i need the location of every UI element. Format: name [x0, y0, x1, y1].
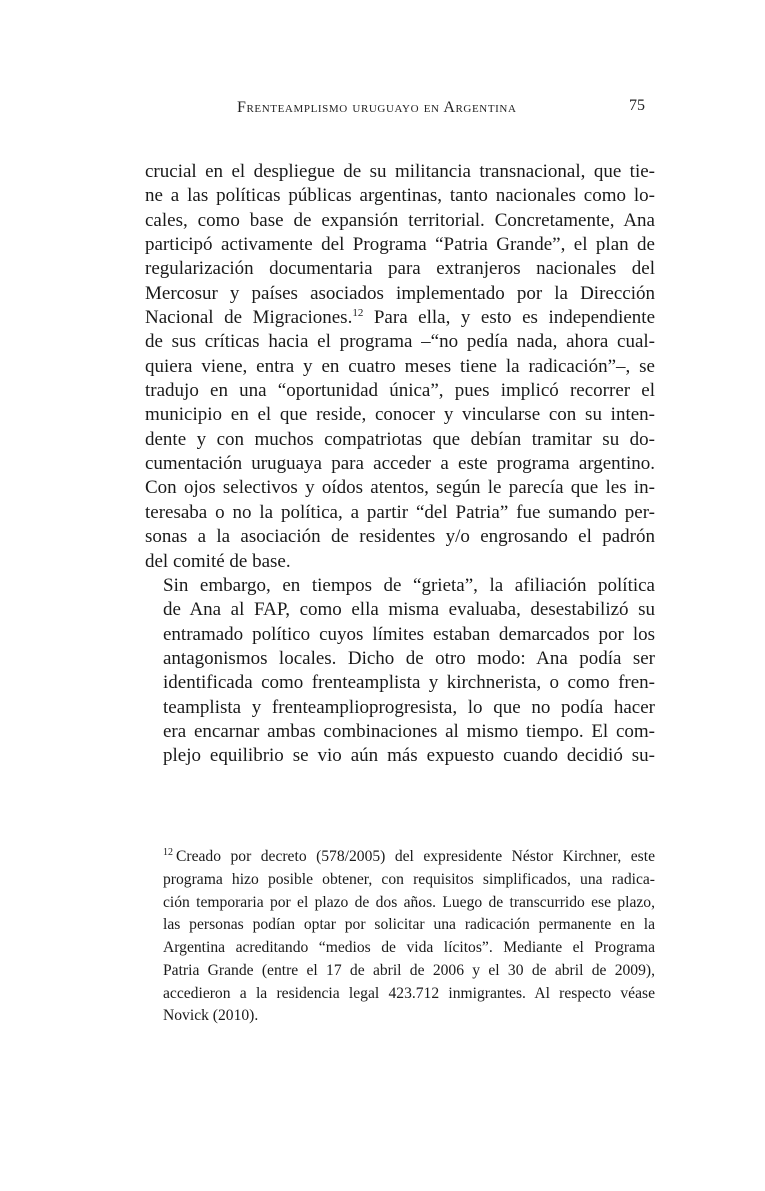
text-segment: Creado por decreto (578/2005) del expresidente Néstor Kirchner, este — [176, 848, 655, 865]
footnote-line — [163, 846, 655, 869]
text-line: regularización documentaria para extranjeros nacionales del — [145, 258, 655, 280]
text-line: crucial en el despliegue de su militancia transnacional, que tie- — [145, 161, 655, 182]
footnote-number: 12 — [163, 847, 173, 858]
text-line: Sin embargo, en tiempos de “grieta”, la afiliación política — [163, 574, 655, 596]
text-line: teresaba o no la política, a partir “del Patria” fue sumando per- — [145, 501, 655, 523]
running-header — [145, 99, 655, 123]
text-line: Mercosur y países asociados implementado por la Dirección — [145, 282, 655, 304]
running-title: Frenteamplismo uruguayo en Argentina — [237, 99, 517, 116]
body-text — [145, 160, 655, 769]
footnote-line: Argentina acreditando “medios de vida lícitos”. Mediante el Programa — [163, 939, 655, 956]
text-line: entramado político cuyos límites estaban demarcados por los — [163, 623, 655, 645]
text-line: ne a las políticas públicas argentinas, tanto nacionales como lo- — [145, 185, 655, 207]
text-line: participó activamente del Programa “Patria Grande”, el plan de — [145, 234, 655, 256]
text-line: de sus críticas hacia el programa –“no pedía nada, ahora cual- — [145, 331, 655, 353]
text-line: antagonismos locales. Dicho de otro modo: Ana podía ser — [163, 647, 655, 669]
text-line: plejo equilibrio se vio aún más expuesto cuando decidió su- — [163, 745, 655, 767]
footnote-line: ción temporaria por el plazo de dos años. Luego de transcurrido ese plazo, — [163, 893, 655, 911]
text-line: dente y con muchos compatriotas que debían tramitar su do- — [145, 428, 655, 450]
text-line: Con ojos selectivos y oídos atentos, según le parecía que les in- — [145, 477, 655, 499]
footnote-line: programa hizo posible obtener, con requisitos simplificados, una radica- — [163, 870, 655, 888]
paragraph-1 — [145, 160, 655, 574]
footnote-line: las personas podían optar por solicitar una radicación permanente en la — [163, 916, 655, 934]
text-segment: Para ella, y esto es independiente — [363, 307, 656, 329]
paragraph-2 — [145, 574, 655, 769]
footnote-line: Patria Grande (entre el 17 de abril de 2006 y el 30 de abril de 2009), — [163, 961, 655, 979]
text-line: teamplista y frenteamplioprogresista, lo que no podía hacer — [163, 696, 655, 718]
text-line: del comité de base. — [145, 550, 291, 572]
text-segment: Nacional de Migraciones. — [145, 307, 353, 329]
text-line: cumentación uruguaya para acceder a este programa argentino. — [145, 453, 655, 475]
text-line: sonas a la asociación de residentes y/o engrosando el padrón — [145, 526, 655, 548]
footnote-reference-12[interactable]: 12 — [352, 307, 364, 320]
footnote-line: accedieron a la residencia legal 423.712 inmigrantes. Al respecto véase — [163, 984, 655, 1002]
text-line: municipio en el que reside, conocer y vincularse con su inten- — [145, 404, 655, 426]
text-line: de Ana al FAP, como ella misma evaluaba, desestabilizó su — [163, 599, 655, 621]
footnote-12 — [163, 846, 655, 1028]
text-line: identificada como frenteamplista y kirchnerista, o como fren- — [163, 672, 655, 694]
footnote-line: Novick (2010). — [163, 1007, 259, 1025]
page-number: 75 — [629, 97, 645, 114]
text-line — [145, 306, 655, 330]
text-line: era encarnar ambas combinaciones al mismo tiempo. El com- — [163, 720, 655, 742]
text-line: quiera viene, entra y en cuatro meses tiene la radicación”–, se — [145, 355, 655, 377]
text-line: tradujo en una “oportunidad única”, pues implicó recorrer el — [145, 380, 655, 402]
text-line: cales, como base de expansión territorial. Concretamente, Ana — [145, 209, 655, 231]
